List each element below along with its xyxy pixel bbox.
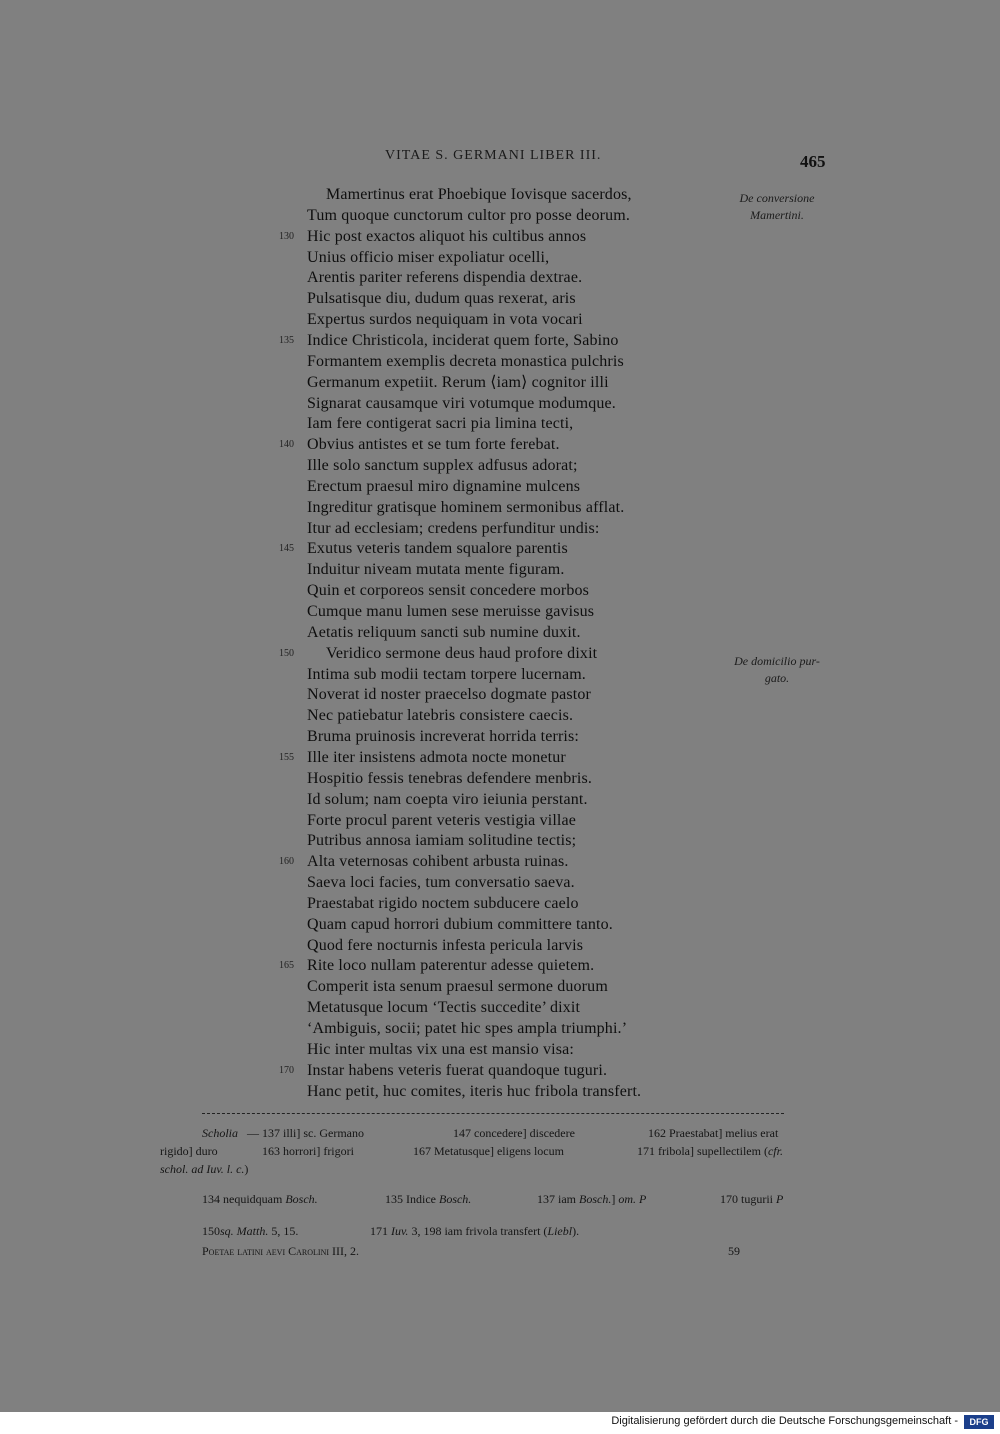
verse-line: Id solum; nam coepta viro ieiunia perstant. <box>307 791 588 808</box>
verse-line: Ille iter insistens admota nocte monetur <box>307 749 566 766</box>
apparatus-siglum: P <box>776 1192 784 1206</box>
scholia-line-3 <box>160 1160 248 1178</box>
verse-line: Erectum praesul miro dignamine mulcens <box>307 478 581 495</box>
apparatus-entry <box>720 1190 783 1208</box>
line-number: 140 <box>279 439 294 450</box>
apparatus-siglum: Bosch. <box>579 1192 612 1206</box>
source-text: 171 <box>370 1224 388 1238</box>
verse-line: Tum quoque cunctorum cultor pro posse deorum. <box>307 207 631 224</box>
source-work: Iuv. <box>391 1224 409 1238</box>
line-number: 160 <box>279 856 294 867</box>
apparatus-entry <box>202 1190 318 1208</box>
source-text: 150 <box>202 1224 220 1238</box>
verse-line: Arentis pariter referens dispendia dextrae. <box>307 269 583 286</box>
verse-line: Nec patiebatur latebris consistere caecis. <box>307 707 574 724</box>
running-head: VITAE S. GERMANI LIBER III. <box>385 148 602 163</box>
margin-note-conversion <box>712 190 842 224</box>
apparatus-entry <box>385 1190 471 1208</box>
margin-note-line: De domicilio pur- <box>734 654 820 668</box>
verse-line: Ingreditur gratisque hominem sermonibus afflat. <box>307 499 625 516</box>
verse-line: Noverat id noster praecelso dogmate pastor <box>307 686 591 703</box>
source-entry <box>202 1222 298 1240</box>
verse-line: Formantem exemplis decreta monastica pulchris <box>307 353 624 370</box>
scholia-citation-close: ) <box>244 1162 249 1176</box>
scholia-note: 163 horrori] frigori <box>262 1144 354 1158</box>
line-number: 150 <box>279 648 294 659</box>
verse-line: Indice Christicola, inciderat quem forte, Sabino <box>307 332 619 349</box>
verse-line: Veridico sermone deus haud profore dixit <box>326 645 598 662</box>
source-text: ). <box>572 1224 580 1238</box>
verse-line: Aetatis reliquum sancti sub numine duxit. <box>307 624 581 641</box>
verse-line: Hic inter multas vix una est mansio visa: <box>307 1041 574 1058</box>
margin-note-domicile <box>712 653 842 687</box>
scholia-line-1 <box>202 1124 364 1142</box>
scholia-note-text: 171 fribola] supellectilem ( <box>637 1144 768 1158</box>
verse-line: Germanum expetiit. Rerum ⟨iam⟩ cognitor illi <box>307 374 609 391</box>
verse-line: Alta veternosas cohibent arbusta ruinas. <box>307 853 569 870</box>
margin-note-line: gato. <box>764 671 790 685</box>
verse-line: ‘Ambiguis, socii; patet hic spes ampla triumphi.’ <box>307 1020 628 1037</box>
verse-line: Iam fere contigerat sacri pia limina tecti, <box>307 415 574 432</box>
signature-mark: 59 <box>728 1244 740 1258</box>
verse-line: Induitur niveam mutata mente figuram. <box>307 561 565 578</box>
footnote-rule <box>202 1113 784 1114</box>
line-number: 165 <box>279 960 294 971</box>
source-work: sq. Matth. <box>220 1224 269 1238</box>
margin-note-line: Mamertini. <box>750 208 804 222</box>
verse-line: Itur ad ecclesiam; credens perfunditur undis: <box>307 520 600 537</box>
funding-notice: Digitalisierung gefördert durch die Deutsche Forschungsgemeinschaft - <box>611 1415 958 1427</box>
verse-line: Rite loco nullam paterentur adesse quietem. <box>307 957 595 974</box>
margin-note-line: De conversione <box>739 191 815 205</box>
verse-line: Quam capud horrori dubium committere tanto. <box>307 916 613 933</box>
scholia-note: 167 Metatusque] eligens locum <box>413 1144 564 1158</box>
verse-line: Unius officio miser expoliatur ocelli, <box>307 249 550 266</box>
source-author: Liebl <box>547 1224 573 1238</box>
verse-line: Cumque manu lumen sese meruisse gavisus <box>307 603 595 620</box>
apparatus-text: 170 tugurii <box>720 1192 773 1206</box>
scholia-note: 147 concedere] discedere <box>453 1126 575 1140</box>
verse-line: Intima sub modii tectam torpere lucernam. <box>307 666 586 683</box>
apparatus-siglum: Bosch. <box>438 1192 472 1206</box>
scholia-citation: schol. ad Iuv. l. c. <box>160 1162 245 1176</box>
apparatus-siglum: om. P <box>618 1192 647 1206</box>
line-number: 170 <box>279 1065 294 1076</box>
scholia-note: 162 Praestabat] melius erat <box>648 1126 779 1140</box>
verse-line: Expertus surdos nequiquam in vota vocari <box>307 311 583 328</box>
verse-line: Hic post exactos aliquot his cultibus annos <box>307 228 587 245</box>
series-title: Poetae latini aevi Carolini III, 2. <box>202 1244 359 1258</box>
source-entry <box>370 1222 579 1240</box>
source-text: 3, 198 iam frivola transfert ( <box>411 1224 548 1238</box>
apparatus-entry <box>537 1190 646 1208</box>
verse-line: Instar habens veteris fuerat quandoque tuguri. <box>307 1062 608 1079</box>
verse-line: Pulsatisque diu, dudum quas rexerat, aris <box>307 290 576 307</box>
line-number: 135 <box>279 335 294 346</box>
verse-line: Hospitio fessis tenebras defendere menbris. <box>307 770 593 787</box>
verse-line: Signarat causamque viri votumque modumque. <box>307 395 616 412</box>
apparatus-text: ] <box>611 1192 616 1206</box>
verse-line: Obvius antistes et se tum forte ferebat. <box>307 436 560 453</box>
verse-line: Metatusque locum ‘Tectis succedite’ dixit <box>307 999 581 1016</box>
page-number: 465 <box>800 152 826 171</box>
scholia-note-cfr: cfr. <box>767 1144 783 1158</box>
apparatus-siglum: Bosch. <box>285 1192 318 1206</box>
verse-line: Forte procul parent veteris vestigia villae <box>307 812 577 829</box>
apparatus-text: 134 nequidquam <box>202 1192 283 1206</box>
line-number: 130 <box>279 231 294 242</box>
verse-line: Praestabat rigido noctem subducere caelo <box>307 895 579 912</box>
scholia-note-171 <box>637 1142 783 1160</box>
dfg-logo-icon: DFG <box>964 1415 994 1429</box>
verse-line: Putribus annosa iamiam solitudine tectis; <box>307 832 577 849</box>
verse-line: Hanc petit, huc comites, iteris huc fribola transfert. <box>307 1083 642 1100</box>
line-number: 155 <box>279 752 294 763</box>
verse-line: Quod fere nocturnis infesta pericula larvis <box>307 937 584 954</box>
apparatus-text: 135 Indice <box>385 1192 436 1206</box>
line-number: 145 <box>279 543 294 554</box>
verse-line: Exutus veteris tandem squalore parentis <box>307 540 568 557</box>
verse-line: Comperit ista senum praesul sermone duorum <box>307 978 608 995</box>
verse-line: Bruma pruinosis increverat horrida terris: <box>307 728 579 745</box>
apparatus-text: 137 iam <box>537 1192 576 1206</box>
verse-line: Mamertinus erat Phoebique Iovisque sacerdos, <box>326 186 632 203</box>
verse-line: Ille solo sanctum supplex adfusus adorat; <box>307 457 578 474</box>
scholia-note: rigido] duro <box>160 1144 218 1158</box>
scholia-note: — 137 illi] sc. Germano <box>247 1126 364 1140</box>
verse-line: Quin et corporeos sensit concedere morbos <box>307 582 590 599</box>
verse-line: Saeva loci facies, tum conversatio saeva. <box>307 874 575 891</box>
source-text: 5, 15. <box>271 1224 299 1238</box>
scholia-label: Scholia <box>202 1126 238 1140</box>
